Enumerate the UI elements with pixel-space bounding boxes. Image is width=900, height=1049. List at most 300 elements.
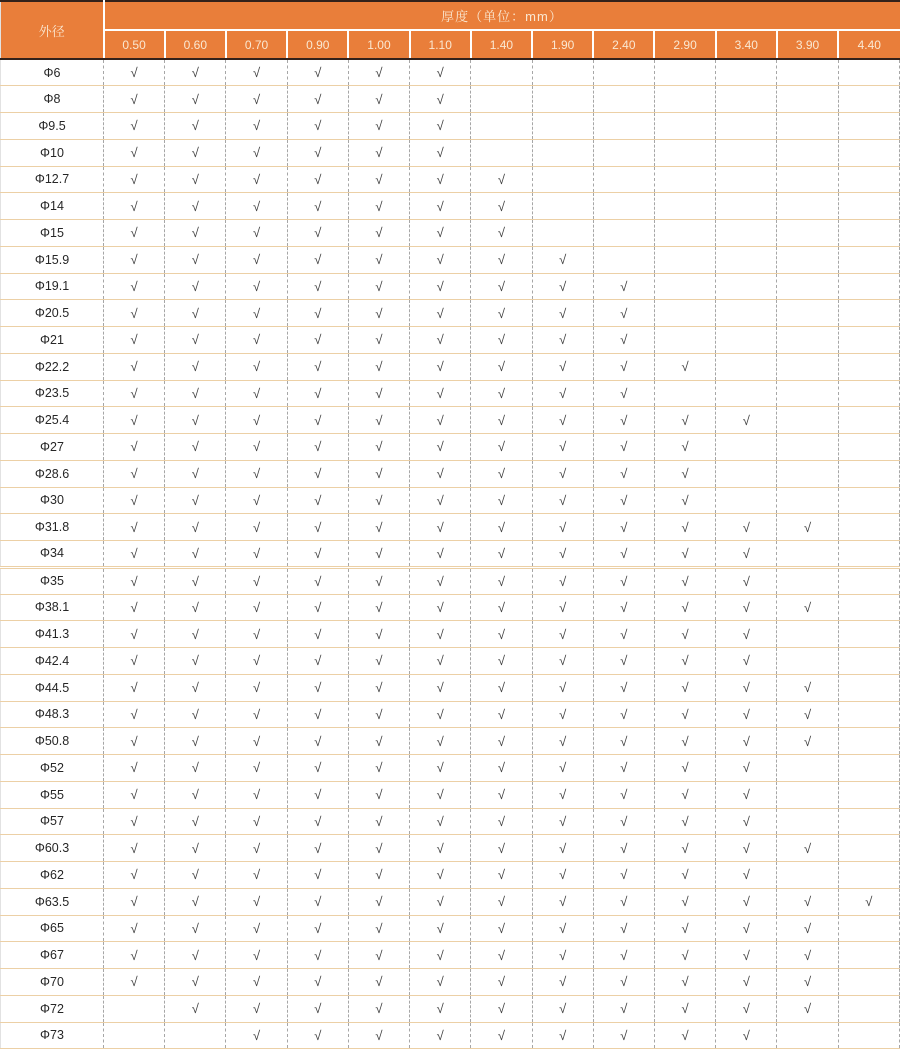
check-cell: √ <box>348 594 409 621</box>
check-cell: √ <box>593 915 654 942</box>
check-cell: √ <box>104 942 165 969</box>
check-cell: √ <box>165 728 226 755</box>
check-cell: √ <box>532 327 593 354</box>
check-cell: √ <box>654 567 715 594</box>
check-cell: √ <box>593 567 654 594</box>
thickness-column-header: 2.90 <box>654 30 715 59</box>
empty-cell <box>471 139 532 166</box>
check-cell: √ <box>410 59 471 86</box>
check-cell: √ <box>348 648 409 675</box>
check-cell: √ <box>654 648 715 675</box>
check-cell: √ <box>410 728 471 755</box>
empty-cell <box>838 327 899 354</box>
check-cell: √ <box>165 969 226 996</box>
row-label-outer-diameter: Φ27 <box>1 434 104 461</box>
check-cell: √ <box>287 380 348 407</box>
check-cell: √ <box>654 701 715 728</box>
table-row <box>1 862 900 889</box>
check-cell: √ <box>287 59 348 86</box>
empty-cell <box>838 835 899 862</box>
check-cell: √ <box>104 701 165 728</box>
check-cell: √ <box>226 648 287 675</box>
check-cell: √ <box>471 353 532 380</box>
empty-cell <box>838 59 899 86</box>
table-row <box>1 59 900 86</box>
check-cell: √ <box>532 594 593 621</box>
check-cell: √ <box>165 220 226 247</box>
check-cell: √ <box>226 728 287 755</box>
check-cell: √ <box>777 674 838 701</box>
table-row <box>1 113 900 140</box>
empty-cell <box>838 755 899 782</box>
check-cell: √ <box>104 808 165 835</box>
check-cell: √ <box>410 835 471 862</box>
empty-cell <box>777 220 838 247</box>
check-cell: √ <box>532 514 593 541</box>
empty-cell <box>838 300 899 327</box>
empty-cell <box>716 193 777 220</box>
check-cell: √ <box>348 86 409 113</box>
check-cell: √ <box>348 220 409 247</box>
empty-cell <box>777 86 838 113</box>
table-row <box>1 942 900 969</box>
table-row <box>1 915 900 942</box>
check-cell: √ <box>226 193 287 220</box>
check-cell: √ <box>348 1022 409 1049</box>
check-cell: √ <box>165 113 226 140</box>
check-cell: √ <box>348 407 409 434</box>
check-cell: √ <box>410 460 471 487</box>
check-cell: √ <box>104 193 165 220</box>
check-cell: √ <box>287 862 348 889</box>
empty-cell <box>593 113 654 140</box>
check-cell: √ <box>348 487 409 514</box>
check-cell: √ <box>471 674 532 701</box>
empty-cell <box>838 808 899 835</box>
check-cell: √ <box>532 487 593 514</box>
table-row <box>1 995 900 1022</box>
check-cell: √ <box>410 407 471 434</box>
check-cell: √ <box>593 888 654 915</box>
empty-cell <box>654 220 715 247</box>
empty-cell <box>777 487 838 514</box>
check-cell: √ <box>287 835 348 862</box>
check-cell: √ <box>777 728 838 755</box>
check-cell: √ <box>287 567 348 594</box>
row-label-outer-diameter: Φ72 <box>1 995 104 1022</box>
row-label-outer-diameter: Φ31.8 <box>1 514 104 541</box>
table-row <box>1 835 900 862</box>
check-cell: √ <box>226 808 287 835</box>
empty-cell <box>838 273 899 300</box>
check-cell: √ <box>410 915 471 942</box>
check-cell: √ <box>532 567 593 594</box>
check-cell: √ <box>471 514 532 541</box>
row-label-outer-diameter: Φ41.3 <box>1 621 104 648</box>
check-cell: √ <box>716 674 777 701</box>
check-cell: √ <box>348 995 409 1022</box>
check-cell: √ <box>165 755 226 782</box>
check-cell: √ <box>410 701 471 728</box>
check-cell: √ <box>716 407 777 434</box>
check-cell: √ <box>532 246 593 273</box>
table-row <box>1 648 900 675</box>
empty-cell <box>471 59 532 86</box>
empty-cell <box>716 139 777 166</box>
check-cell: √ <box>654 594 715 621</box>
table-row <box>1 621 900 648</box>
empty-cell <box>838 621 899 648</box>
check-cell: √ <box>777 888 838 915</box>
empty-cell <box>532 166 593 193</box>
check-cell: √ <box>593 942 654 969</box>
empty-cell <box>532 193 593 220</box>
table-row <box>1 193 900 220</box>
row-label-outer-diameter: Φ62 <box>1 862 104 889</box>
check-cell: √ <box>471 220 532 247</box>
empty-cell <box>654 300 715 327</box>
thickness-column-header: 3.40 <box>716 30 777 59</box>
check-cell: √ <box>532 300 593 327</box>
table-row <box>1 969 900 996</box>
empty-cell <box>777 621 838 648</box>
row-label-outer-diameter: Φ35 <box>1 567 104 594</box>
empty-cell <box>777 273 838 300</box>
check-cell: √ <box>165 380 226 407</box>
empty-cell <box>838 995 899 1022</box>
check-cell: √ <box>532 808 593 835</box>
empty-cell <box>654 59 715 86</box>
check-cell: √ <box>287 514 348 541</box>
check-cell: √ <box>104 407 165 434</box>
check-cell: √ <box>410 755 471 782</box>
check-cell: √ <box>410 353 471 380</box>
check-cell: √ <box>471 835 532 862</box>
empty-cell <box>716 59 777 86</box>
check-cell: √ <box>104 487 165 514</box>
check-cell: √ <box>654 674 715 701</box>
check-cell: √ <box>716 915 777 942</box>
check-cell: √ <box>410 86 471 113</box>
check-cell: √ <box>226 594 287 621</box>
check-cell: √ <box>471 888 532 915</box>
check-cell: √ <box>104 59 165 86</box>
row-label-outer-diameter: Φ22.2 <box>1 353 104 380</box>
check-cell: √ <box>226 755 287 782</box>
check-cell: √ <box>654 781 715 808</box>
check-cell: √ <box>654 407 715 434</box>
empty-cell <box>838 567 899 594</box>
check-cell: √ <box>593 728 654 755</box>
check-cell: √ <box>654 995 715 1022</box>
check-cell: √ <box>654 835 715 862</box>
empty-cell <box>838 781 899 808</box>
check-cell: √ <box>104 86 165 113</box>
check-cell: √ <box>716 728 777 755</box>
empty-cell <box>654 113 715 140</box>
empty-cell <box>777 193 838 220</box>
check-cell: √ <box>226 701 287 728</box>
check-cell: √ <box>287 888 348 915</box>
empty-cell <box>777 1022 838 1049</box>
check-cell: √ <box>654 862 715 889</box>
empty-cell <box>777 327 838 354</box>
check-cell: √ <box>471 995 532 1022</box>
empty-cell <box>838 648 899 675</box>
check-cell: √ <box>287 621 348 648</box>
empty-cell <box>777 166 838 193</box>
check-cell: √ <box>348 380 409 407</box>
check-cell: √ <box>165 460 226 487</box>
empty-cell <box>716 300 777 327</box>
check-cell: √ <box>348 728 409 755</box>
check-cell: √ <box>532 835 593 862</box>
row-label-outer-diameter: Φ60.3 <box>1 835 104 862</box>
empty-cell <box>654 166 715 193</box>
check-cell: √ <box>165 166 226 193</box>
check-cell: √ <box>165 514 226 541</box>
check-cell: √ <box>593 1022 654 1049</box>
table-row <box>1 327 900 354</box>
check-cell: √ <box>471 487 532 514</box>
empty-cell <box>716 246 777 273</box>
check-cell: √ <box>104 567 165 594</box>
empty-cell <box>838 353 899 380</box>
check-cell: √ <box>777 915 838 942</box>
check-cell: √ <box>471 166 532 193</box>
check-cell: √ <box>287 781 348 808</box>
table-row <box>1 888 900 915</box>
check-cell: √ <box>716 862 777 889</box>
check-cell: √ <box>104 246 165 273</box>
row-label-outer-diameter: Φ34 <box>1 541 104 568</box>
row-label-outer-diameter: Φ73 <box>1 1022 104 1049</box>
check-cell: √ <box>654 915 715 942</box>
check-cell: √ <box>226 220 287 247</box>
check-cell: √ <box>410 220 471 247</box>
check-cell: √ <box>777 969 838 996</box>
check-cell: √ <box>348 755 409 782</box>
check-cell: √ <box>287 353 348 380</box>
row-label-outer-diameter: Φ50.8 <box>1 728 104 755</box>
empty-cell <box>838 674 899 701</box>
check-cell: √ <box>104 835 165 862</box>
check-cell: √ <box>471 327 532 354</box>
check-cell: √ <box>593 300 654 327</box>
empty-cell <box>838 113 899 140</box>
empty-cell <box>777 755 838 782</box>
empty-cell <box>593 139 654 166</box>
check-cell: √ <box>716 621 777 648</box>
check-cell: √ <box>593 487 654 514</box>
check-cell: √ <box>104 755 165 782</box>
check-cell: √ <box>410 808 471 835</box>
check-cell: √ <box>226 113 287 140</box>
check-cell: √ <box>226 781 287 808</box>
row-label-outer-diameter: Φ10 <box>1 139 104 166</box>
check-cell: √ <box>471 193 532 220</box>
check-cell: √ <box>165 273 226 300</box>
table-body <box>1 59 900 1049</box>
check-cell: √ <box>104 915 165 942</box>
check-cell: √ <box>287 969 348 996</box>
check-cell: √ <box>287 166 348 193</box>
check-cell: √ <box>104 380 165 407</box>
empty-cell <box>838 246 899 273</box>
empty-cell <box>777 567 838 594</box>
check-cell: √ <box>348 835 409 862</box>
check-cell: √ <box>287 995 348 1022</box>
empty-cell <box>838 193 899 220</box>
thickness-column-header: 3.90 <box>777 30 838 59</box>
table-row <box>1 353 900 380</box>
empty-cell <box>777 460 838 487</box>
thickness-title-header: 厚度（单位：mm） <box>104 1 900 30</box>
check-cell: √ <box>471 594 532 621</box>
check-cell: √ <box>226 567 287 594</box>
check-cell: √ <box>410 139 471 166</box>
check-cell: √ <box>716 969 777 996</box>
empty-cell <box>838 701 899 728</box>
empty-cell <box>777 139 838 166</box>
check-cell: √ <box>348 969 409 996</box>
check-cell: √ <box>716 648 777 675</box>
check-cell: √ <box>716 1022 777 1049</box>
table-row <box>1 755 900 782</box>
check-cell: √ <box>226 300 287 327</box>
check-cell: √ <box>226 835 287 862</box>
corner-header-outer-diameter: 外径 <box>1 1 104 59</box>
check-cell: √ <box>410 514 471 541</box>
check-cell: √ <box>165 300 226 327</box>
check-cell: √ <box>532 969 593 996</box>
check-cell: √ <box>532 273 593 300</box>
row-label-outer-diameter: Φ70 <box>1 969 104 996</box>
check-cell: √ <box>777 701 838 728</box>
check-cell: √ <box>165 701 226 728</box>
check-cell: √ <box>410 567 471 594</box>
check-cell: √ <box>532 380 593 407</box>
row-label-outer-diameter: Φ14 <box>1 193 104 220</box>
empty-cell <box>838 541 899 568</box>
empty-cell <box>838 460 899 487</box>
empty-cell <box>838 166 899 193</box>
row-label-outer-diameter: Φ6 <box>1 59 104 86</box>
check-cell: √ <box>410 674 471 701</box>
thickness-column-header: 2.40 <box>593 30 654 59</box>
check-cell: √ <box>104 327 165 354</box>
check-cell: √ <box>716 541 777 568</box>
check-cell: √ <box>410 113 471 140</box>
check-cell: √ <box>287 915 348 942</box>
check-cell: √ <box>716 701 777 728</box>
check-cell: √ <box>838 888 899 915</box>
check-cell: √ <box>410 621 471 648</box>
empty-cell <box>654 139 715 166</box>
check-cell: √ <box>593 434 654 461</box>
check-cell: √ <box>165 942 226 969</box>
empty-cell <box>593 166 654 193</box>
check-cell: √ <box>287 300 348 327</box>
check-cell: √ <box>104 273 165 300</box>
empty-cell <box>716 220 777 247</box>
row-label-outer-diameter: Φ9.5 <box>1 113 104 140</box>
check-cell: √ <box>593 648 654 675</box>
check-cell: √ <box>348 701 409 728</box>
check-cell: √ <box>287 1022 348 1049</box>
empty-cell <box>838 915 899 942</box>
empty-cell <box>471 86 532 113</box>
row-label-outer-diameter: Φ12.7 <box>1 166 104 193</box>
check-cell: √ <box>226 915 287 942</box>
check-cell: √ <box>348 139 409 166</box>
check-cell: √ <box>593 380 654 407</box>
check-cell: √ <box>410 648 471 675</box>
header-title-row <box>1 1 900 30</box>
thickness-column-header: 1.00 <box>348 30 409 59</box>
row-label-outer-diameter: Φ44.5 <box>1 674 104 701</box>
check-cell: √ <box>777 995 838 1022</box>
check-cell: √ <box>348 193 409 220</box>
check-cell: √ <box>471 942 532 969</box>
check-cell: √ <box>593 781 654 808</box>
table-row <box>1 594 900 621</box>
check-cell: √ <box>410 1022 471 1049</box>
check-cell: √ <box>104 541 165 568</box>
check-cell: √ <box>410 942 471 969</box>
check-cell: √ <box>104 862 165 889</box>
check-cell: √ <box>593 995 654 1022</box>
check-cell: √ <box>654 942 715 969</box>
check-cell: √ <box>165 648 226 675</box>
check-cell: √ <box>348 327 409 354</box>
check-cell: √ <box>287 808 348 835</box>
empty-cell <box>838 380 899 407</box>
check-cell: √ <box>532 995 593 1022</box>
empty-cell <box>838 139 899 166</box>
check-cell: √ <box>593 621 654 648</box>
check-cell: √ <box>165 888 226 915</box>
check-cell: √ <box>532 728 593 755</box>
check-cell: √ <box>471 621 532 648</box>
check-cell: √ <box>471 380 532 407</box>
empty-cell <box>777 353 838 380</box>
empty-cell <box>716 327 777 354</box>
check-cell: √ <box>471 808 532 835</box>
check-cell: √ <box>593 674 654 701</box>
check-cell: √ <box>165 808 226 835</box>
empty-cell <box>716 434 777 461</box>
check-cell: √ <box>410 246 471 273</box>
check-cell: √ <box>226 327 287 354</box>
check-cell: √ <box>226 434 287 461</box>
empty-cell <box>654 86 715 113</box>
row-label-outer-diameter: Φ15 <box>1 220 104 247</box>
check-cell: √ <box>287 460 348 487</box>
row-label-outer-diameter: Φ19.1 <box>1 273 104 300</box>
check-cell: √ <box>471 300 532 327</box>
check-cell: √ <box>104 621 165 648</box>
check-cell: √ <box>593 594 654 621</box>
empty-cell <box>838 942 899 969</box>
check-cell: √ <box>226 514 287 541</box>
row-label-outer-diameter: Φ25.4 <box>1 407 104 434</box>
table-row <box>1 166 900 193</box>
check-cell: √ <box>287 220 348 247</box>
check-cell: √ <box>471 434 532 461</box>
check-cell: √ <box>348 888 409 915</box>
check-cell: √ <box>532 621 593 648</box>
